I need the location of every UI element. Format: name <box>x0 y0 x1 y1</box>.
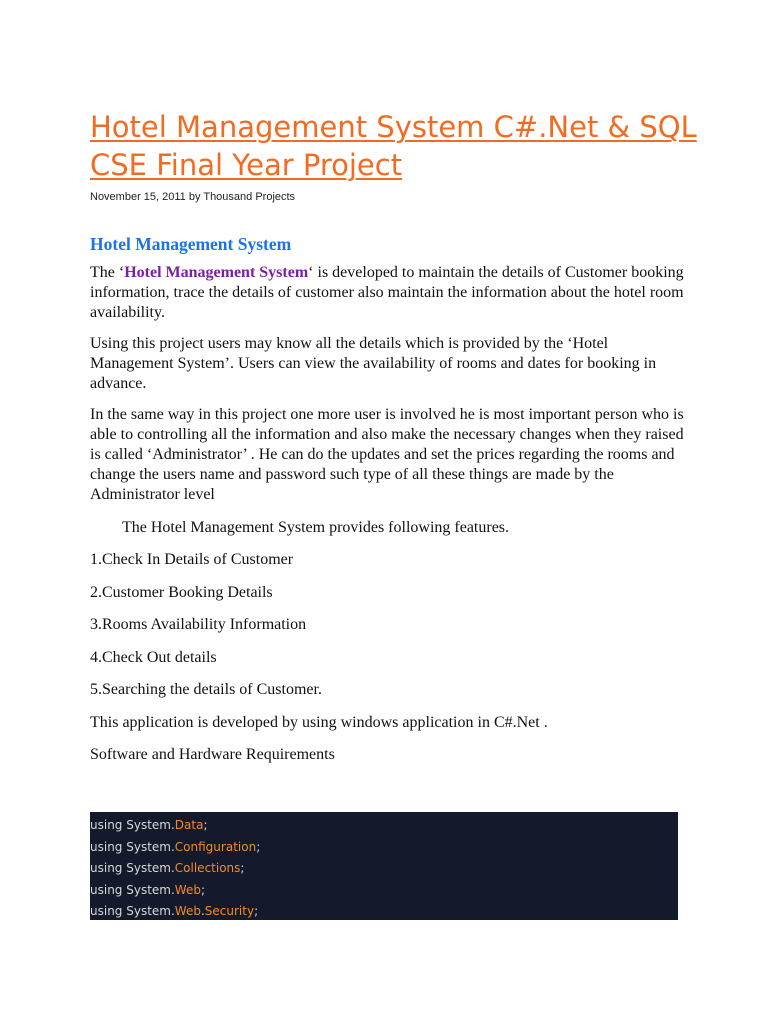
administrator-paragraph: In the same way in this project one more user is involved he is most important person who is able to controlling all the information and also make the necessary changes when they raised is called ‘Administrator’ . He can do the updates and set the prices regarding the rooms and change the users name and password such type of all these things are made by the Administrator level <box>90 406 684 503</box>
intro-post: ‘ is developed to maintain the details of Customer booking information, trace the details of customer also maintain the information about the hotel room availability. <box>90 264 684 321</box>
intro-emphasis: Hotel Management System <box>124 264 309 281</box>
requirements-paragraph: Software and Hardware Requirements <box>90 745 335 763</box>
feature-item: 4.Check Out details <box>90 648 217 666</box>
code-line <box>90 815 678 837</box>
code-terminator: ; <box>200 882 206 897</box>
intro-pre: The ‘ <box>90 264 125 281</box>
code-terminator: ; <box>256 839 261 854</box>
intro-paragraph <box>90 263 690 323</box>
code-keyword-text: using System. <box>90 861 175 876</box>
code-terminator: ; <box>240 861 245 876</box>
code-terminator: ; <box>203 818 208 832</box>
post-by-word: by <box>185 191 204 203</box>
application-paragraph: This application is developed by using windows application in C#.Net . <box>90 713 548 731</box>
code-namespace-part: Data <box>174 818 204 832</box>
code-namespace-part: Collections <box>174 861 241 876</box>
code-keyword-text: using System. <box>90 839 175 854</box>
section-heading: Hotel Management System <box>90 234 292 254</box>
code-line <box>90 901 678 923</box>
users-paragraph: Using this project users may know all the details which is provided by the ‘Hotel Management System’. Users can view the availability of rooms and dates for booking in advance. <box>90 335 657 392</box>
post-author: Thousand Projects <box>203 191 296 203</box>
code-keyword-text: using System. <box>90 818 175 832</box>
code-separator: . <box>200 904 205 919</box>
post-date: November 15, 2011 <box>90 191 186 203</box>
code-line <box>90 880 678 902</box>
code-namespace-part: Security <box>204 904 255 919</box>
feature-item: 2.Customer Booking Details <box>90 583 273 601</box>
code-keyword-text: using System. <box>90 904 175 919</box>
post-content <box>90 233 690 765</box>
feature-item: 5.Searching the details of Customer. <box>90 681 322 698</box>
feature-item: 3.Rooms Availability Information <box>90 616 307 633</box>
code-terminator: ; <box>254 904 259 919</box>
post-meta <box>90 190 295 204</box>
features-intro-paragraph: The Hotel Management System provides following features. <box>122 519 510 536</box>
code-namespace-part: Web <box>174 904 201 919</box>
feature-item: 1.Check In Details of Customer <box>90 551 294 568</box>
code-namespace-part: Configuration <box>174 839 257 854</box>
post-title-link[interactable]: Hotel Management System C#.Net & SQL CSE Final Year Project <box>90 110 697 182</box>
code-line <box>90 837 678 859</box>
code-keyword-text: using System. <box>90 882 175 897</box>
code-namespace-part: Web <box>174 882 201 897</box>
code-block <box>90 812 678 920</box>
code-line <box>90 858 678 880</box>
